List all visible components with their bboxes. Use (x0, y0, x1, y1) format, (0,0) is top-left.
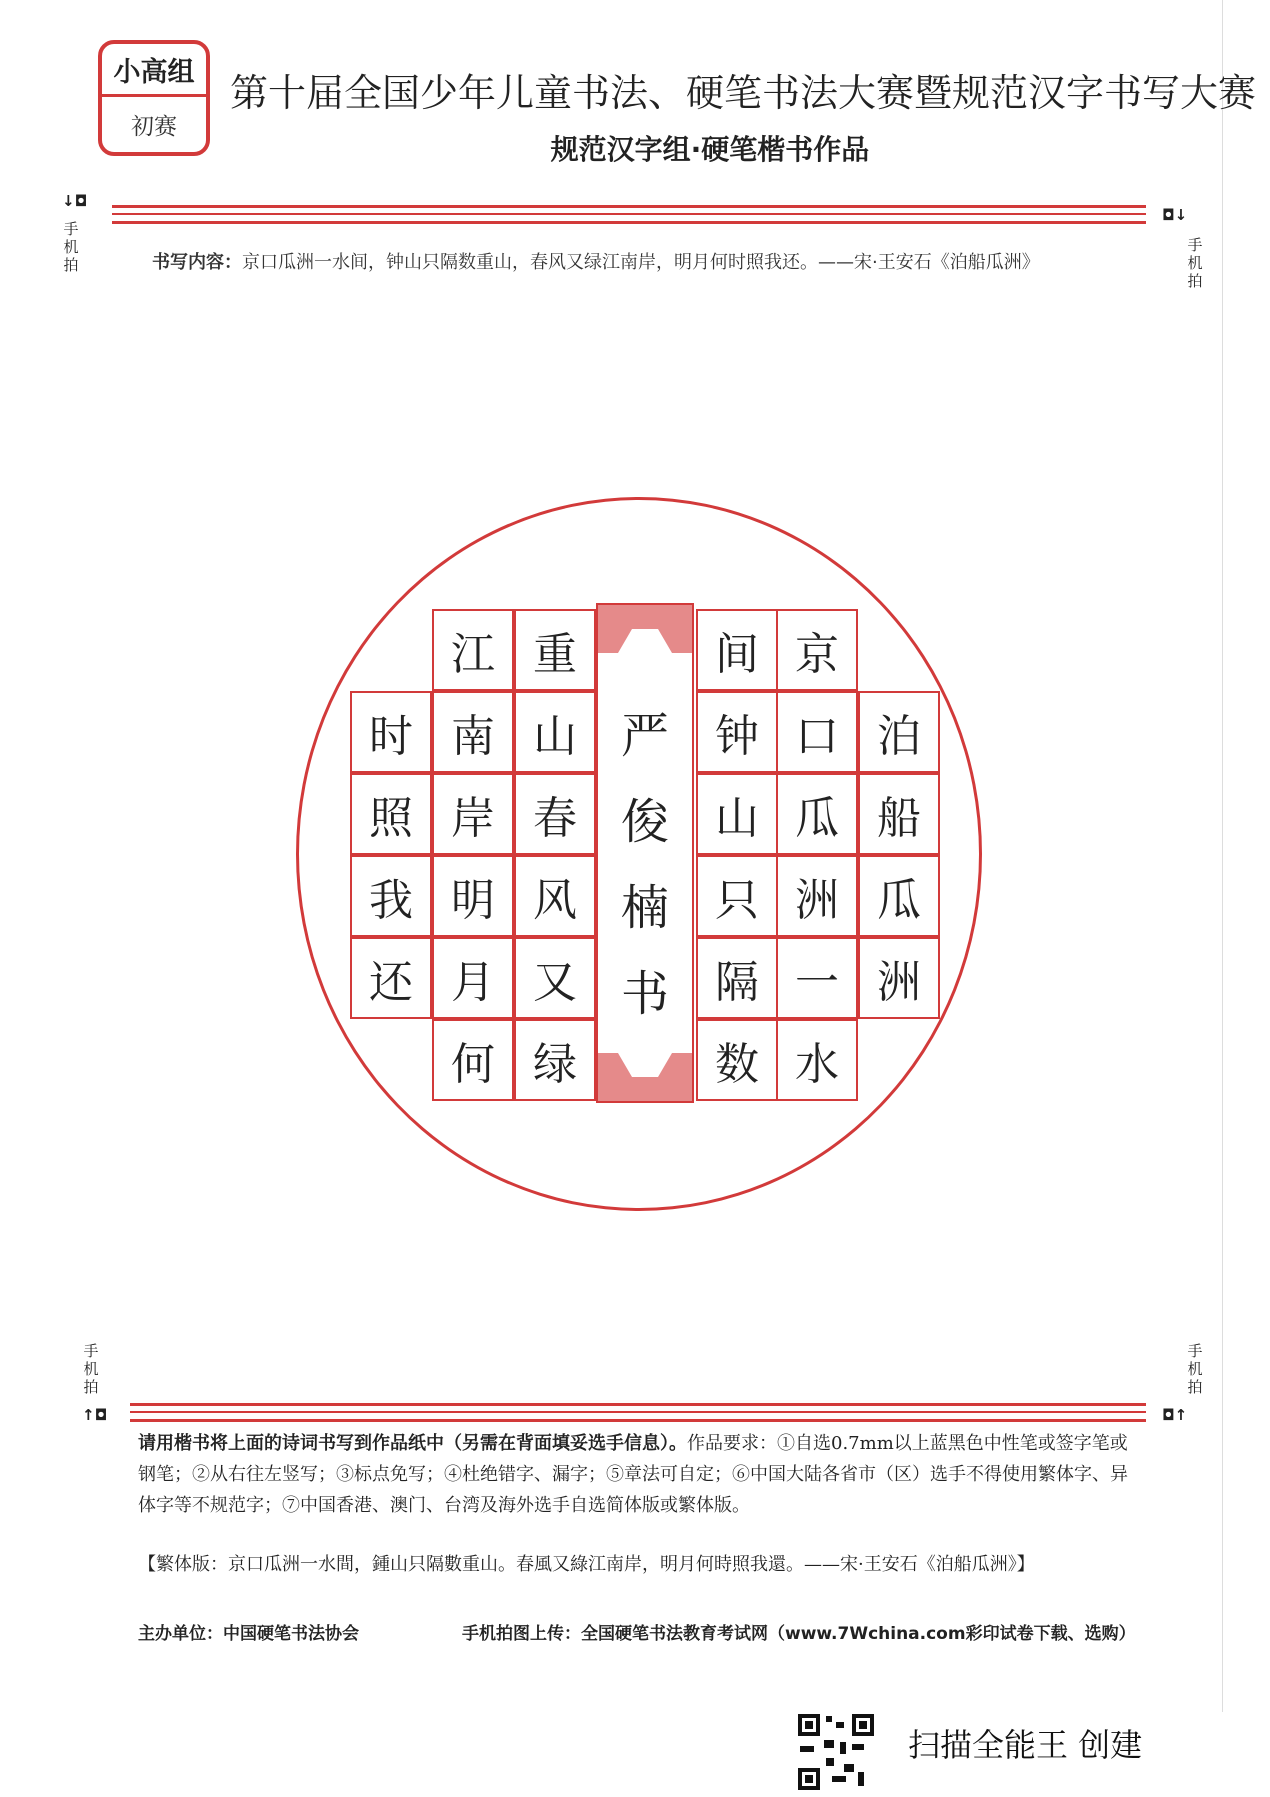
top-red-line-2 (112, 213, 1146, 215)
grid-cell: 瓜 (776, 773, 858, 855)
grid-cell: 钟 (696, 691, 778, 773)
camera-icon-top-left: ↓◘ (62, 192, 88, 210)
camera-icon-bottom-left: ↑◘ (82, 1406, 108, 1424)
grid-cell: 明 (432, 855, 514, 937)
top-red-line (112, 205, 1146, 208)
grid-cell: 数 (696, 1019, 778, 1101)
grid-cell: 一 (776, 937, 858, 1019)
camera-label-bottom-right: 手机拍 (1187, 1342, 1203, 1396)
grid-cell: 时 (350, 691, 432, 773)
signature-char-4: 书 (620, 966, 669, 1022)
grid-cell: 洲 (858, 937, 940, 1019)
instructions (138, 1428, 1138, 1521)
grid-cell: 只 (696, 855, 778, 937)
instructions-body: 作品要求：①自选0.7mm以上蓝黑色中性笔或签字笔或钢笔；②从右往左竖写；③标点免写；④杜绝错字、漏字；⑤章法可自定；⑥中国大陆各省市（区）选手不得使用繁体字、异体字等不规范字；⑦中国香港、澳门、台湾及海外选手自选简体版或繁体版。 (138, 1433, 1128, 1516)
grid-cell: 风 (514, 855, 596, 937)
instructions-lead: 请用楷书将上面的诗词书写到作品纸中（另需在背面填妥选手信息）。 (138, 1433, 687, 1454)
signature-char-2: 俊 (620, 794, 669, 850)
grid-cell: 山 (696, 773, 778, 855)
bottom-red-line (130, 1403, 1146, 1406)
grid-cell: 重 (514, 609, 596, 691)
grid-cell: 水 (776, 1019, 858, 1101)
grid-cell: 岸 (432, 773, 514, 855)
grid-cell: 春 (514, 773, 596, 855)
top-red-line-3 (112, 221, 1146, 224)
grid-cell: 我 (350, 855, 432, 937)
camera-label-bottom-left: 手机拍 (83, 1342, 99, 1396)
grid-cell: 南 (432, 691, 514, 773)
column-ornament (598, 605, 692, 1101)
signature-char-3: 楠 (620, 880, 669, 936)
camera-icon-bottom-right: ◘↑ (1162, 1406, 1188, 1424)
bottom-red-line-3 (130, 1419, 1146, 1422)
grid-cell: 又 (514, 937, 596, 1019)
badge-group-label: 小高组 (102, 44, 206, 97)
grid-cell: 瓜 (858, 855, 940, 937)
grid-cell: 船 (858, 773, 940, 855)
signature-column (596, 603, 694, 1103)
upload-info: 手机拍图上传：全国硬笔书法教育考试网（www.7Wchina.com彩印试卷下载、选购） (462, 1624, 1136, 1644)
page-title: 第十届全国少年儿童书法、硬笔书法大赛暨规范汉字书写大赛 (230, 71, 1257, 115)
bottom-red-line-2 (130, 1411, 1146, 1413)
grid-cell: 京 (776, 609, 858, 691)
grid-cell: 山 (514, 691, 596, 773)
page-subtitle: 规范汉字组·硬笔楷书作品 (550, 133, 870, 166)
qr-code-icon (796, 1712, 876, 1792)
grid-cell: 洲 (776, 855, 858, 937)
camera-label-top-right: 手机拍 (1187, 236, 1203, 290)
content-text: 京口瓜洲一水间，钟山只隔数重山，春风又绿江南岸，明月何时照我还。——宋·王安石《泊船瓜洲》 (242, 252, 1040, 273)
grid-cell: 口 (776, 691, 858, 773)
traditional-version: 【繁体版：京口瓜洲一水間，鍾山只隔數重山。春風又綠江南岸，明月何時照我還。——宋·王安石《泊船瓜洲》】 (138, 1554, 1035, 1575)
grid-cell: 绿 (514, 1019, 596, 1101)
content-label: 书写内容： (152, 252, 242, 273)
grid-cell: 隔 (696, 937, 778, 1019)
camera-label-top-left: 手机拍 (63, 220, 79, 274)
grid-cell: 泊 (858, 691, 940, 773)
grid-cell: 何 (432, 1019, 514, 1101)
grid-cell: 月 (432, 937, 514, 1019)
grid-cell: 江 (432, 609, 514, 691)
organizer: 主办单位：中国硬笔书法协会 (138, 1624, 359, 1644)
group-badge (98, 40, 210, 156)
camera-icon-top-right: ◘↓ (1162, 206, 1188, 224)
scanner-label: 扫描全能王 创建 (908, 1726, 1143, 1764)
content-line (152, 248, 1040, 274)
grid-cell: 照 (350, 773, 432, 855)
grid-cell: 间 (696, 609, 778, 691)
badge-round-label: 初赛 (131, 113, 177, 140)
grid-cell: 还 (350, 937, 432, 1019)
signature-char-1: 严 (620, 708, 669, 764)
